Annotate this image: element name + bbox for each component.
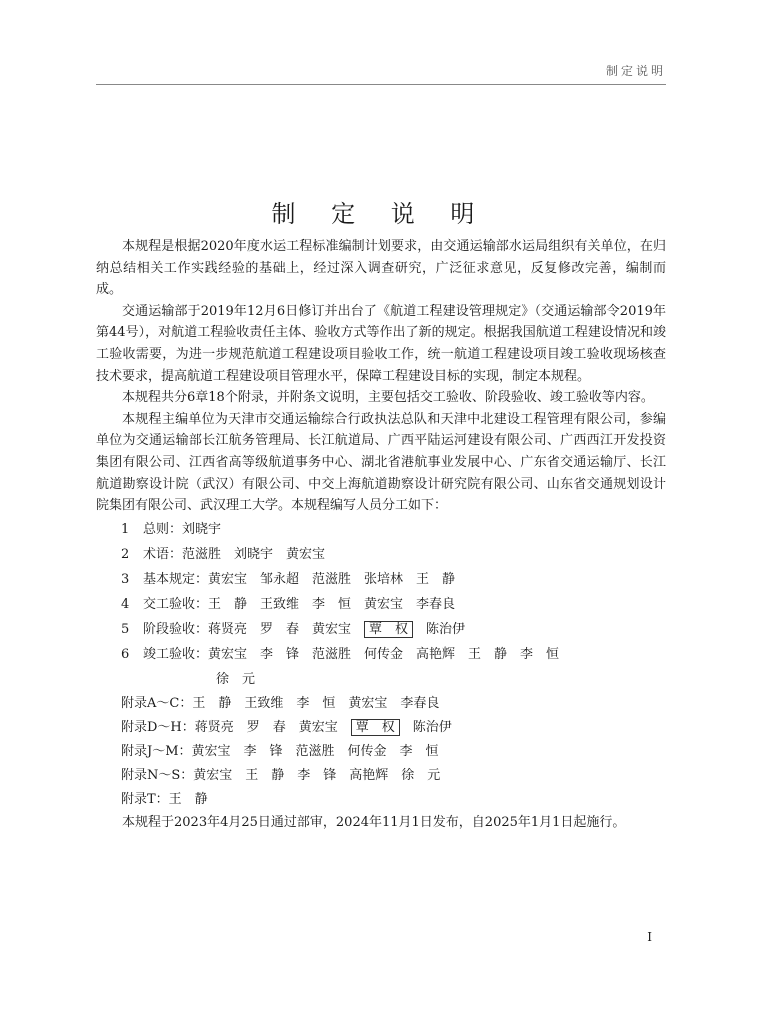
appendix-item	[96, 788, 666, 812]
page-title: 制 定 说 明	[271, 200, 489, 229]
appendix-text: 附录N～S：黄宏宝 王 静 李 锋 高艳辉 徐 元	[121, 767, 441, 783]
list-item-text: 阶段验收：蒋贤亮 罗 春 黄宏宝	[143, 621, 365, 637]
document-body	[96, 236, 666, 833]
appendix-item	[96, 692, 666, 716]
page-number: I	[647, 930, 652, 944]
appendix-text: 附录J～M：黄宏宝 李 锋 范滋胜 何传金 李 恒	[121, 743, 439, 759]
list-item-number: 5	[121, 621, 130, 637]
list-item-text: 交工验收：王 静 王致维 李 恒 黄宏宝 李春良	[143, 596, 456, 612]
appendix-text-after: 陈治伊	[399, 719, 452, 735]
list-item-text: 基本规定：黄宏宝 邹永超 范滋胜 张培林 王 静	[143, 571, 456, 587]
list-item	[96, 542, 666, 567]
list-item	[96, 642, 666, 692]
boxed-name: 覃 权	[364, 621, 413, 638]
chapter-author-list	[96, 517, 666, 692]
list-item-number: 4	[121, 596, 130, 612]
list-item-text: 术语：范滋胜 刘晓宇 黄宏宝	[143, 546, 326, 562]
list-item-number: 1	[121, 521, 130, 537]
paragraph-4: 本规程主编单位为天津市交通运输综合行政执法总队和天津中北建设工程管理有限公司，参编单位为交通运输部长江航务管理局、长江航道局、广西平陆运河建设有限公司、广西西江开发投资集团有限公司、江西省高等级航道事务中心、湖北省港航事业发展中心、广东省交通运输厅、长江航道勘察设计院（武汉）有限公司、中交上海航道勘察设计研究院有限公司、山东省交通规划设计院集团有限公司、武汉理工大学。本规程编写人员分工如下：	[96, 411, 666, 514]
appendix-author-list	[96, 692, 666, 812]
list-item	[96, 592, 666, 617]
list-item	[96, 517, 666, 542]
running-header-title: 制定说明	[605, 64, 666, 78]
list-item-number: 3	[121, 571, 130, 587]
appendix-item	[96, 740, 666, 764]
appendix-item	[96, 716, 666, 740]
appendix-item	[96, 764, 666, 788]
list-item-continuation: 徐 元	[216, 671, 256, 687]
list-item-text-after: 陈治伊	[413, 621, 466, 637]
appendix-text: 附录A～C：王 静 王致维 李 恒 黄宏宝 李春良	[121, 695, 440, 711]
paragraph-1: 本规程是根据2020年度水运工程标准编制计划要求，由交通运输部水运局组织有关单位，在归纳总结相关工作实践经验的基础上，经过深入调查研究，广泛征求意见，反复修改完善，编制而成。	[96, 239, 666, 298]
list-item	[96, 617, 666, 642]
running-header	[96, 60, 666, 85]
closing-paragraph: 本规程于2023年4月25日通过部审，2024年11月1日发布，自2025年1月1日起施行。	[122, 814, 626, 830]
paragraph-3: 本规程共分6章18个附录，并附条文说明，主要包括交工验收、阶段验收、竣工验收等内容。	[122, 390, 654, 406]
list-item-number: 6	[121, 646, 130, 662]
boxed-name: 覃 权	[351, 719, 400, 736]
appendix-text: 附录T：王 静	[121, 791, 208, 807]
list-item-text: 竣工验收：黄宏宝 李 锋 范滋胜 何传金 高艳辉 王 静 李 恒	[143, 646, 560, 662]
appendix-text: 附录D～H：蒋贤亮 罗 春 黄宏宝	[121, 719, 351, 735]
list-item-text: 总则：刘晓宇	[143, 521, 222, 537]
paragraph-2: 交通运输部于2019年12月6日修订并出台了《航道工程建设管理规定》（交通运输部令2019年第44号），对航道工程验收责任主体、验收方式等作出了新的规定。根据我国航道工程建设情况和竣工验收需要，为进一步规范航道工程建设项目验收工作，统一航道工程建设项目竣工验收现场核查技术要求，提高航道工程建设项目管理水平，保障工程建设目标的实现，制定本规程。	[96, 303, 666, 384]
list-item-number: 2	[121, 546, 130, 562]
list-item	[96, 567, 666, 592]
